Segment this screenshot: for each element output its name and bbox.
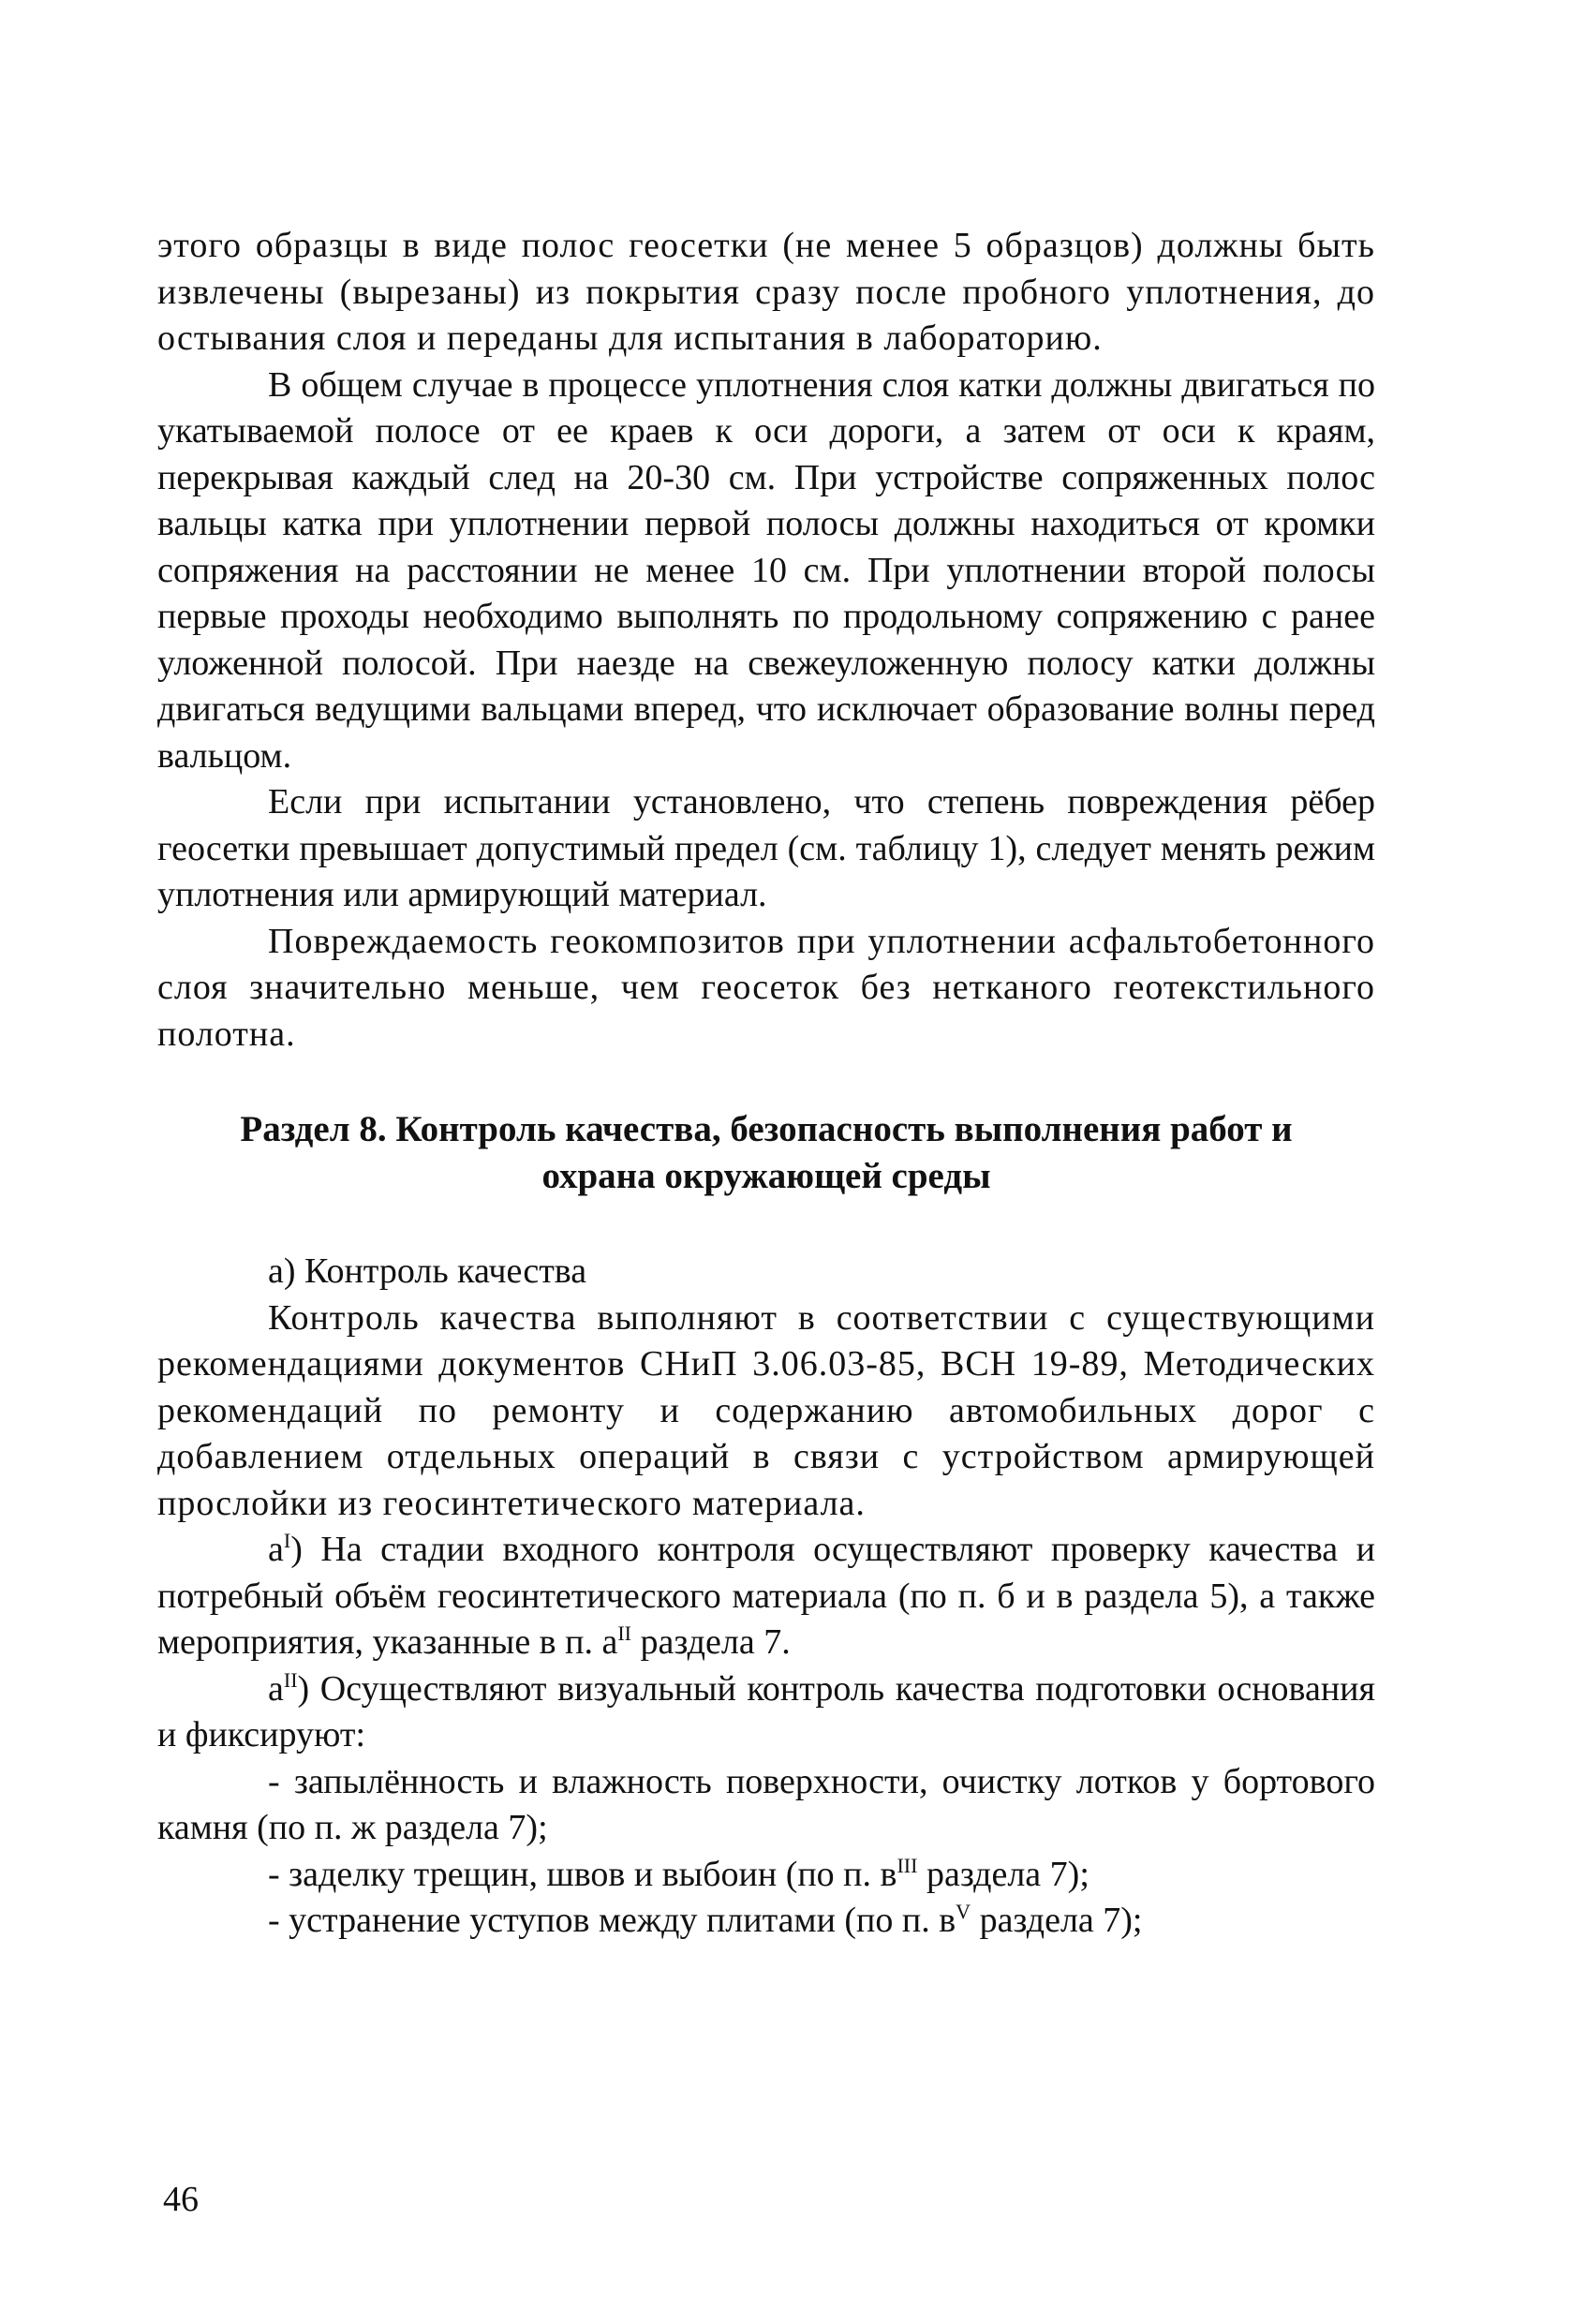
page-number: 46: [163, 2180, 199, 2219]
list-item-ledges-text: - устранение уступов между плитами (по п. в: [268, 1901, 956, 1940]
list-item-ledges-text-end: раздела 7);: [971, 1901, 1143, 1940]
list-item-cracks-text: - заделку трещин, швов и выбоин (по п. в: [268, 1854, 897, 1894]
section-heading-line-2: охрана окружающей среды: [541, 1156, 991, 1196]
paragraph-sample-extraction: этого образцы в виде полос геосетки (не менее 5 образцов) должны быть извлечены (вырезаны) из покрытия сразу после пробного уплотнения, до остывания слоя и переданы для испытания в лабораторию.: [157, 226, 1375, 358]
item-visual-control-sup: II: [283, 1667, 298, 1692]
paragraph-compaction-procedure: В общем случае в процессе уплотнения слоя катки должны двигаться по укатываемой полосе от ее краев к оси дороги, а затем от оси к краям, перекрывая каждый след на 20-30 см. При устройстве сопряженных полос вальцы катка при уплотнении первой полосы должны находиться от кромки сопряжения на расстоянии не менее 10 см. При уплотнении второй полосы первые проходы необходимо выполнять по продольному сопряжению с ранее уложенной полосой. При наезде на свежеуложенную полосу катки должны двигаться ведущими вальцами вперед, что исключает образование волны перед вальцом.: [157, 364, 1375, 776]
document-page: [157, 223, 1375, 1945]
paragraph-geocomposite-damage: Повреждаемость геокомпозитов при уплотнении асфальтобетонного слоя значительно меньше, чем геосеток без нетканого геотекстильного полотна.: [157, 921, 1375, 1054]
item-input-control-ref-sup: II: [617, 1621, 631, 1645]
item-input-control-text: ) На стадии входного контроля осуществляют проверку качества и потребный объём геосинтетического материала (по п. б и в раздела 5), а также мероприятия, указанные в п. а: [157, 1530, 1375, 1662]
item-input-control-prefix: а: [268, 1530, 284, 1569]
item-visual-control-prefix: а: [268, 1668, 284, 1709]
list-item-dust-moisture: - запылённость и влажность поверхности, очистку лотков у бортового камня (по п. ж раздела 7);: [157, 1761, 1375, 1847]
list-item-cracks: [157, 1852, 1375, 1899]
list-item-cracks-text-end: раздела 7);: [917, 1854, 1089, 1894]
list-item-ledges-sup: V: [956, 1900, 971, 1923]
list-item-cracks-sup: III: [897, 1853, 918, 1877]
item-visual-control: [157, 1666, 1375, 1759]
paragraph-damage-limit: Если при испытании установлено, что степень повреждения рёбер геосетки превышает допустимый предел (см. таблицу 1), следует менять режим уплотнения или армирующий материал.: [157, 782, 1375, 914]
section-heading: [157, 1106, 1375, 1200]
section-heading-line-1: Раздел 8. Контроль качества, безопасность выполнения работ и: [240, 1109, 1293, 1149]
list-item-ledges: [157, 1898, 1375, 1945]
paragraph-quality-control: Контроль качества выполняют в соответствии с существующими рекомендациями документов СНиП 3.06.03-85, ВСН 19-89, Методических рекомендаций по ремонту и содержанию автомобильных дорог с добавлением отдельных операций в связи с устройством армирующей прослойки из геосинтетического материала.: [157, 1297, 1375, 1523]
item-input-control-text-end: раздела 7.: [630, 1622, 791, 1662]
item-visual-control-text: ) Осуществляют визуальный контроль качества подготовки основания и фиксируют:: [157, 1668, 1375, 1754]
item-input-control: [157, 1527, 1375, 1666]
item-input-control-sup: I: [283, 1529, 291, 1552]
subsection-title: а) Контроль качества: [268, 1251, 587, 1291]
